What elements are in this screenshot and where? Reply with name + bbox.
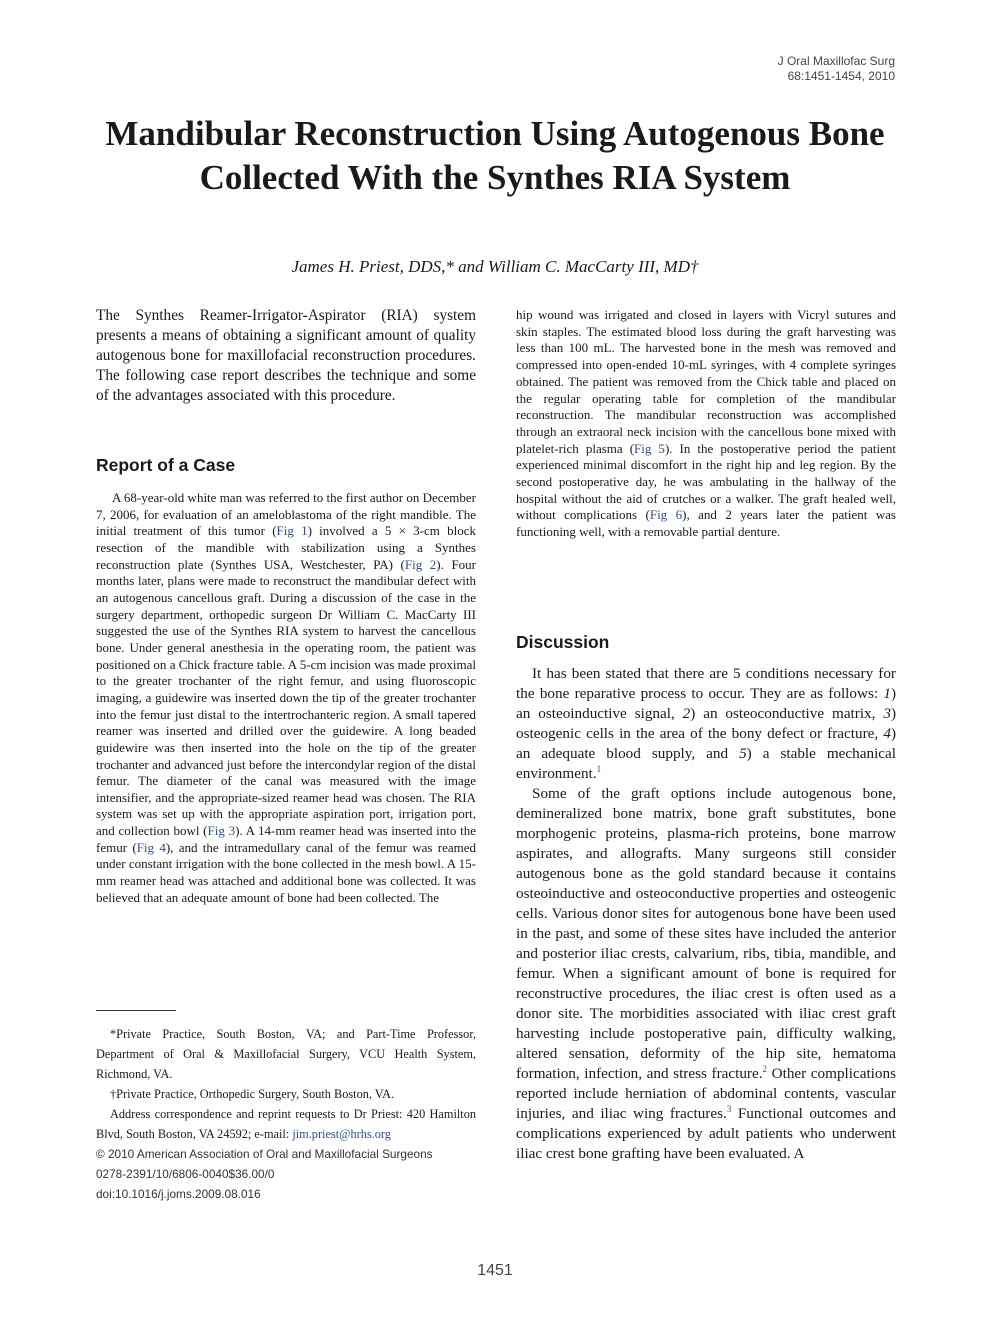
fig-6-link[interactable]: Fig 6 <box>649 507 683 523</box>
footnote-correspondence: Address correspondence and reprint requests to Dr Priest: 420 Hamilton Blvd, South Boston, VA 24592; e-mail: jim.priest@hrhs.org <box>96 1107 476 1141</box>
journal-citation <box>655 54 895 84</box>
footnote-affiliation-1: *Private Practice, South Boston, VA; and Part-Time Professor, Department of Oral & Maxillofacial Surgery, VCU Health System, Richmond, VA. <box>96 1027 476 1081</box>
section-heading-report: Report of a Case <box>96 455 236 475</box>
fig-2-link[interactable]: Fig 2 <box>404 556 437 572</box>
report-body <box>96 490 476 906</box>
issn-line: 0278-2391/10/6806-0040$36.00/0 <box>96 1167 275 1181</box>
report-continued <box>516 307 896 541</box>
journal-volume: 68:1451-1454, 2010 <box>787 69 895 83</box>
doi-line: doi:10.1016/j.joms.2009.08.016 <box>96 1187 261 1201</box>
fig-3-link[interactable]: Fig 3 <box>207 823 236 839</box>
report-paragraph: A 68-year-old white man was referred to the first author on December 7, 2006, for evaluation of an ameloblastoma of the right mandible. The initial treatment of this tumor (Fig 1) involved a 5 × 3-cm block resection of the mandible with stabilization using a Synthes reconstruction plate (Synthes USA, Westchester, PA) (Fig 2). Four months later, plans were made to reconstruct the mandibular defect with an autogenous cancellous graft. During a discussion of the case in the surgery department, orthopedic surgeon Dr William C. MacCarty III suggested the use of the Synthes RIA system to harvest the cancellous bone. Under general anesthesia in the operating room, the patient was positioned on a Chick fracture table. A 5-cm incision was made proximal to the greater trochanter of the right femur, and using fluoroscopic imaging, a guidewire was inserted down the tip of the greater trochanter into the femur just distal to the intertrochanteric region. A small tapered reamer was inserted and drilled over the guidewire. A long beaded guidewire was then inserted into the hole on the tip of the greater trochanter and advanced just before the intercondylar region of the distal femur. The diameter of the canal was measured with the image intensifier, and the appropriate-sized reamer head was chosen. The RIA system was set up with the appropriate aspiration port, irrigation port, and collection bowl (Fig 3). A 14-mm reamer head was inserted into the femur (Fig 4), and the intramedullary canal of the femur was reamed under constant irrigation with the bone collected in the mesh bowl. A 15-mm reamer head was attached and additional bone was collected. It was believed that an adequate amount of bone had been collected. The <box>96 490 477 905</box>
discussion-paragraph-1: It has been stated that there are 5 conditions necessary for the bone reparative process to occur. They are as follows: 1) an osteoinductive signal, 2) an osteoconductive matrix, 3) osteogenic cells in the area of the bony defect or fracture, 4) an adequate blood supply, and 5) a stable mechanical environment.$^1$ <box>516 665 896 782</box>
footnotes <box>96 1024 476 1204</box>
discussion-paragraph-2: Some of the graft options include autogenous bone, demineralized bone matrix, bone graft substitutes, bone morphogenic proteins, plasma-rich proteins, bone marrow aspirates, and allografts. Many surgeons still consider autogenous bone as the gold standard because it contains osteoinductive and osteoconductive properties and osteogenic cells. Various donor sites for autogenous bone have been used in the past, and some of these sites have included the anterior and posterior iliac crests, calvarium, ribs, tibia, mandible, and femur. When a significant amount of bone is required for reconstructive procedures, the iliac crest is often used as a donor site. The morbidities associated with iliac crest graft harvesting include postoperative pain, difficulty walking, altered sensation, deformity of the hip site, hematoma formation, infection, and stress fracture.$^2$ Other complications reported include herniation of abdominal contents, vascular injuries, and iliac wing fractures.$^3$ Functional outcomes and complications experienced by adult patients who underwent iliac crest bone grafting have been evaluated. A <box>516 785 896 1162</box>
email-link[interactable]: jim.priest@hrhs.org <box>292 1127 391 1141</box>
copyright-line: © 2010 American Association of Oral and Maxillofacial Surgeons <box>96 1147 433 1161</box>
report-continued-paragraph: hip wound was irrigated and closed in layers with Vicryl sutures and skin staples. The estimated blood loss during the graft harvesting was less than 100 mL. The harvested bone in the mesh was removed and compressed into open-ended 10-mL syringes, with 4 complete syringes obtained. The patient was removed from the Chick table and placed on the regular operating table for completion of the mandibular reconstruction. The mandibular reconstruction was accomplished through an extraoral neck incision with the cancellous bone mixed with platelet-rich plasma (Fig 5). In the postoperative period the patient experienced minimal discomfort in the right hip and leg region. By the second postoperative day, he was ambulating in the hallway of the hospital without the aid of crutches or a walker. The graft healed well, without complications (Fig 6), and 2 years later the patient was functioning well, with a removable partial denture. <box>516 307 897 540</box>
article-authors: James H. Priest, DDS,* and William C. MacCarty III, MD† <box>291 257 699 276</box>
journal-name: J Oral Maxillofac Surg <box>777 54 895 68</box>
fig-1-link[interactable]: Fig 1 <box>276 523 308 539</box>
abstract <box>96 306 476 406</box>
footnote-affiliation-2: †Private Practice, Orthopedic Surgery, South Boston, VA. <box>110 1087 395 1101</box>
discussion-body <box>516 664 896 1164</box>
abstract-text: The Synthes Reamer-Irrigator-Aspirator (RIA) system presents a means of obtaining a significant amount of quality autogenous bone for maxillofacial reconstruction procedures. The following case report describes the technique and some of the advantages associated with this procedure. <box>96 307 476 404</box>
page-number: 1451 <box>477 1262 513 1279</box>
reference-2-link[interactable]: 2 <box>762 1064 768 1074</box>
reference-1-link[interactable]: 1 <box>596 764 602 774</box>
reference-3-link[interactable]: 3 <box>726 1104 732 1114</box>
section-heading-discussion: Discussion <box>516 632 610 652</box>
fig-5-link[interactable]: Fig 5 <box>634 440 665 456</box>
fig-4-link[interactable]: Fig 4 <box>136 839 166 855</box>
footnote-divider <box>96 1010 176 1011</box>
article-title: Mandibular Reconstruction Using Autogenous Bone Collected With the Synthes RIA System <box>105 114 885 197</box>
